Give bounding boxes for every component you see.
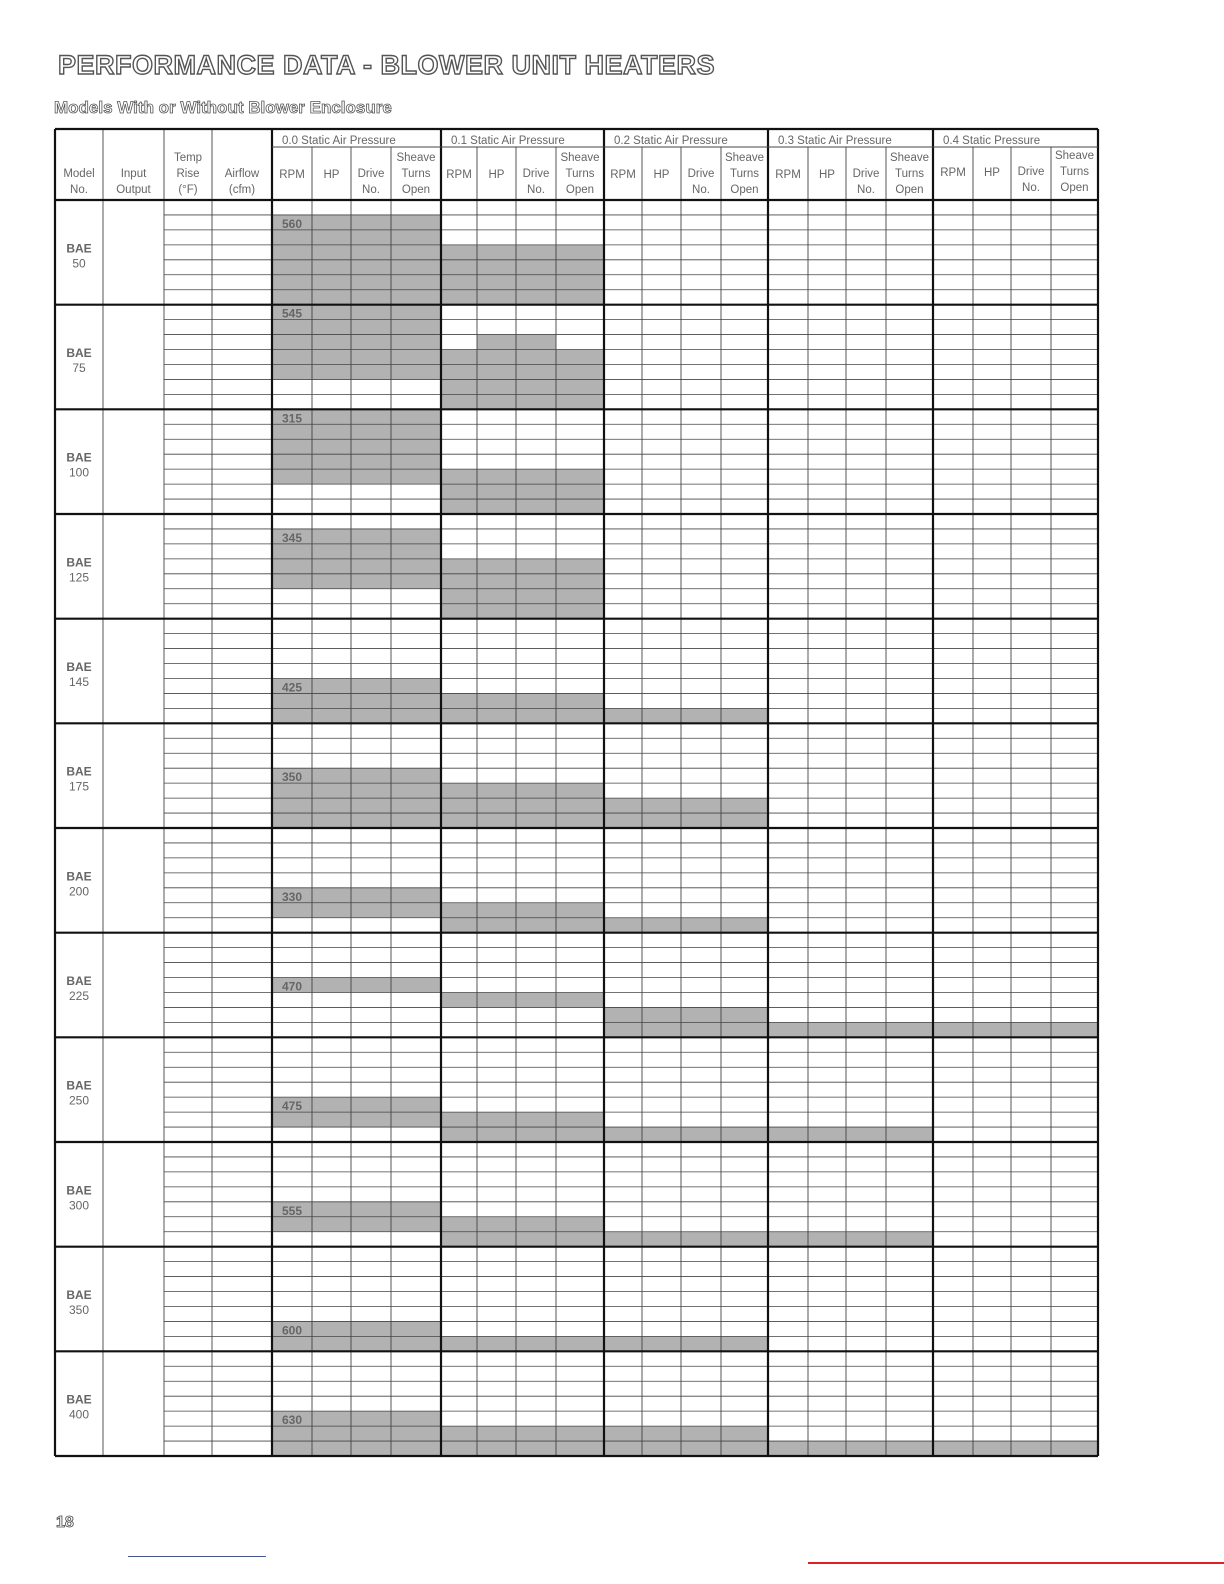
hp-column-header: HP: [488, 169, 505, 181]
shaded-cell: [441, 1441, 604, 1456]
shaded-cell: [272, 275, 441, 290]
shaded-cell: [768, 1441, 933, 1456]
shaded-cell: [272, 320, 441, 335]
drive-column-header: Drive: [357, 168, 385, 180]
shaded-cell: [272, 1112, 441, 1127]
drive-column-header: No.: [1022, 182, 1040, 194]
shaded-cell: [272, 230, 441, 245]
input-output-column-header: Input: [120, 168, 147, 180]
shaded-cell: [604, 798, 768, 813]
shaded-cell: [272, 708, 441, 723]
shaded-cell: [441, 1426, 604, 1441]
shaded-cell: [604, 708, 768, 723]
shaded-cell: [477, 335, 556, 350]
rpm-column-header: RPM: [446, 169, 472, 181]
page-subtitle: Models With or Without Blower Enclosure: [54, 98, 392, 117]
shaded-cell: [441, 1217, 604, 1232]
shaded-cell: [272, 335, 441, 350]
model-column-header: Model: [63, 168, 95, 180]
shaded-cell: [441, 798, 604, 813]
shaded-cell: [441, 260, 604, 275]
footer-link-line: [128, 1556, 266, 1557]
airflow-column-header: Airflow: [224, 168, 260, 180]
temp-rise-column-header: Rise: [176, 168, 200, 180]
shaded-cell: [441, 290, 604, 305]
hp-column-header: HP: [984, 167, 1000, 179]
drive-column-header: No.: [692, 184, 710, 196]
footer-accent-line: [808, 1562, 1224, 1564]
model-number-label: 145: [68, 675, 90, 689]
shaded-cell: [441, 469, 604, 484]
model-name-label: BAE: [66, 974, 92, 988]
shaded-cell: [441, 1232, 604, 1247]
sheave-column-header: Turns: [565, 168, 595, 180]
shaded-cell: [272, 469, 441, 484]
shaded-cell: [272, 1441, 441, 1456]
shaded-cell: [272, 350, 441, 365]
rpm-value-label: 470: [282, 979, 303, 994]
shaded-cell: [441, 992, 604, 1007]
shaded-cell: [441, 1127, 604, 1142]
shaded-cell: [441, 813, 604, 828]
shaded-cell: [272, 903, 441, 918]
shaded-cell: [272, 245, 441, 260]
shaded-cell: [604, 1007, 768, 1022]
shaded-cell: [272, 559, 441, 574]
model-number-label: 125: [68, 570, 90, 585]
drive-column-header: No.: [857, 184, 875, 196]
rpm-value-label: 475: [282, 1099, 303, 1114]
shaded-cell: [441, 1112, 604, 1127]
sheave-column-header: Sheave: [396, 152, 436, 164]
model-number-label: 350: [68, 1303, 90, 1317]
rpm-value-label: 630: [282, 1413, 303, 1428]
shaded-cell: [272, 439, 441, 454]
model-column-header: No.: [70, 184, 88, 196]
shaded-cell: [272, 260, 441, 275]
model-number-label: 50: [72, 256, 86, 271]
shaded-cell: [272, 783, 441, 798]
model-name-label: BAE: [66, 1392, 92, 1407]
model-number-label: 100: [68, 465, 90, 480]
rpm-value-label: 560: [282, 216, 303, 231]
shaded-cell: [556, 350, 604, 365]
sheave-column-header: Sheave: [724, 152, 765, 164]
shaded-cell: [477, 350, 556, 365]
sheave-column-header: Sheave: [560, 152, 600, 164]
shaded-cell: [441, 350, 477, 365]
drive-column-header: Drive: [522, 168, 550, 180]
shaded-cell: [272, 1336, 441, 1351]
shaded-cell: [604, 918, 768, 933]
shaded-cell: [933, 1441, 1098, 1456]
airflow-column-header: (cfm): [228, 184, 256, 196]
shaded-cell: [272, 544, 441, 559]
shaded-cell: [604, 1441, 768, 1456]
drive-column-header: Drive: [687, 168, 715, 180]
model-number-label: 400: [68, 1407, 90, 1422]
pressure-group-label: 0.4 Static Pressure: [943, 135, 1041, 147]
page-number: 18: [56, 1514, 74, 1531]
pressure-group-label: 0.2 Static Air Pressure: [614, 135, 728, 147]
drive-column-header: No.: [362, 184, 380, 196]
shaded-cell: [768, 1127, 933, 1142]
shaded-cell: [272, 1426, 441, 1441]
shaded-cell: [441, 1336, 604, 1351]
shaded-cell: [604, 1232, 768, 1247]
shaded-cell: [441, 903, 604, 918]
shaded-cell: [441, 783, 604, 798]
shaded-cell: [441, 499, 604, 514]
shaded-cell: [272, 813, 441, 828]
rpm-value-label: 330: [282, 889, 303, 904]
shaded-cell: [556, 394, 604, 409]
model-name-label: BAE: [66, 1183, 92, 1198]
shaded-cell: [272, 574, 441, 589]
shaded-cell: [604, 1022, 768, 1037]
rpm-column-header: RPM: [940, 167, 966, 179]
shaded-cell: [441, 589, 604, 604]
shaded-cell: [604, 813, 768, 828]
model-number-label: 225: [68, 989, 90, 1003]
pressure-group-label: 0.1 Static Air Pressure: [451, 135, 565, 147]
sheave-column-header: Open: [401, 184, 431, 196]
model-name-label: BAE: [66, 1288, 92, 1302]
sheave-column-header: Open: [895, 184, 924, 196]
rpm-value-label: 345: [282, 530, 303, 545]
shaded-cell: [441, 245, 604, 260]
sheave-column-header: Open: [1060, 182, 1089, 194]
rpm-value-label: 545: [282, 306, 303, 321]
shaded-cell: [272, 1217, 441, 1232]
shaded-cell: [441, 604, 604, 619]
sheave-column-header: Sheave: [889, 152, 930, 164]
shaded-cell: [272, 693, 441, 708]
shaded-cell: [441, 708, 604, 723]
model-name-label: BAE: [66, 346, 92, 360]
sheave-column-header: Open: [730, 184, 759, 196]
rpm-column-header: RPM: [775, 169, 801, 181]
model-name-label: BAE: [66, 660, 92, 674]
shaded-cell: [477, 394, 556, 409]
sheave-column-header: Turns: [1060, 166, 1089, 178]
model-number-label: 250: [68, 1093, 90, 1108]
rpm-value-label: 350: [282, 770, 303, 785]
model-name-label: BAE: [66, 241, 92, 256]
shaded-cell: [272, 454, 441, 469]
shaded-cell: [441, 574, 604, 589]
temp-rise-column-header: (°F): [178, 184, 198, 196]
shaded-cell: [556, 364, 604, 379]
shaded-cell: [604, 1426, 768, 1441]
rpm-column-header: RPM: [279, 169, 305, 181]
sheave-column-header: Turns: [730, 168, 759, 180]
rpm-column-header: RPM: [610, 169, 636, 181]
rpm-value-label: 425: [282, 680, 303, 695]
drive-column-header: No.: [527, 184, 545, 196]
shaded-cell: [441, 275, 604, 290]
rpm-value-label: 600: [282, 1323, 303, 1338]
shaded-cell: [441, 364, 477, 379]
model-number-label: 200: [68, 884, 90, 899]
hp-column-header: HP: [653, 169, 670, 181]
shaded-cell: [441, 559, 604, 574]
temp-rise-column-header: Temp: [173, 152, 203, 164]
shaded-cell: [272, 424, 441, 439]
model-name-label: BAE: [66, 555, 92, 570]
sheave-column-header: Open: [565, 184, 595, 196]
pressure-group-label: 0.0 Static Air Pressure: [282, 135, 396, 147]
shaded-cell: [477, 364, 556, 379]
shaded-cell: [272, 290, 441, 305]
shaded-cell: [768, 1232, 933, 1247]
model-number-label: 300: [68, 1198, 90, 1213]
shaded-cell: [477, 379, 556, 394]
model-number-label: 75: [72, 361, 86, 375]
hp-column-header: HP: [819, 169, 835, 181]
page-title: PERFORMANCE DATA - BLOWER UNIT HEATERS: [58, 50, 715, 80]
shaded-cell: [441, 394, 477, 409]
rpm-value-label: 315: [282, 411, 303, 426]
model-name-label: BAE: [66, 764, 92, 779]
drive-column-header: Drive: [852, 168, 880, 180]
sheave-column-header: Turns: [895, 168, 924, 180]
shaded-cell: [933, 1022, 1098, 1037]
rpm-value-label: 555: [282, 1203, 303, 1218]
shaded-cell: [604, 1127, 768, 1142]
shaded-cell: [272, 364, 441, 379]
model-name-label: BAE: [66, 1078, 92, 1093]
shaded-cell: [441, 484, 604, 499]
model-number-label: 175: [68, 779, 90, 794]
shaded-cell: [556, 379, 604, 394]
model-name-label: BAE: [66, 450, 92, 465]
model-name-label: BAE: [66, 869, 92, 884]
shaded-cell: [441, 693, 604, 708]
drive-column-header: Drive: [1017, 166, 1045, 178]
input-output-column-header: Output: [116, 184, 151, 196]
sheave-column-header: Sheave: [1054, 150, 1095, 162]
shaded-cell: [768, 1022, 933, 1037]
shaded-cell: [272, 798, 441, 813]
hp-column-header: HP: [323, 169, 340, 181]
pressure-group-label: 0.3 Static Air Pressure: [778, 135, 892, 147]
shaded-cell: [441, 379, 477, 394]
shaded-cell: [441, 918, 604, 933]
shaded-cell: [604, 1336, 768, 1351]
sheave-column-header: Turns: [401, 168, 431, 180]
